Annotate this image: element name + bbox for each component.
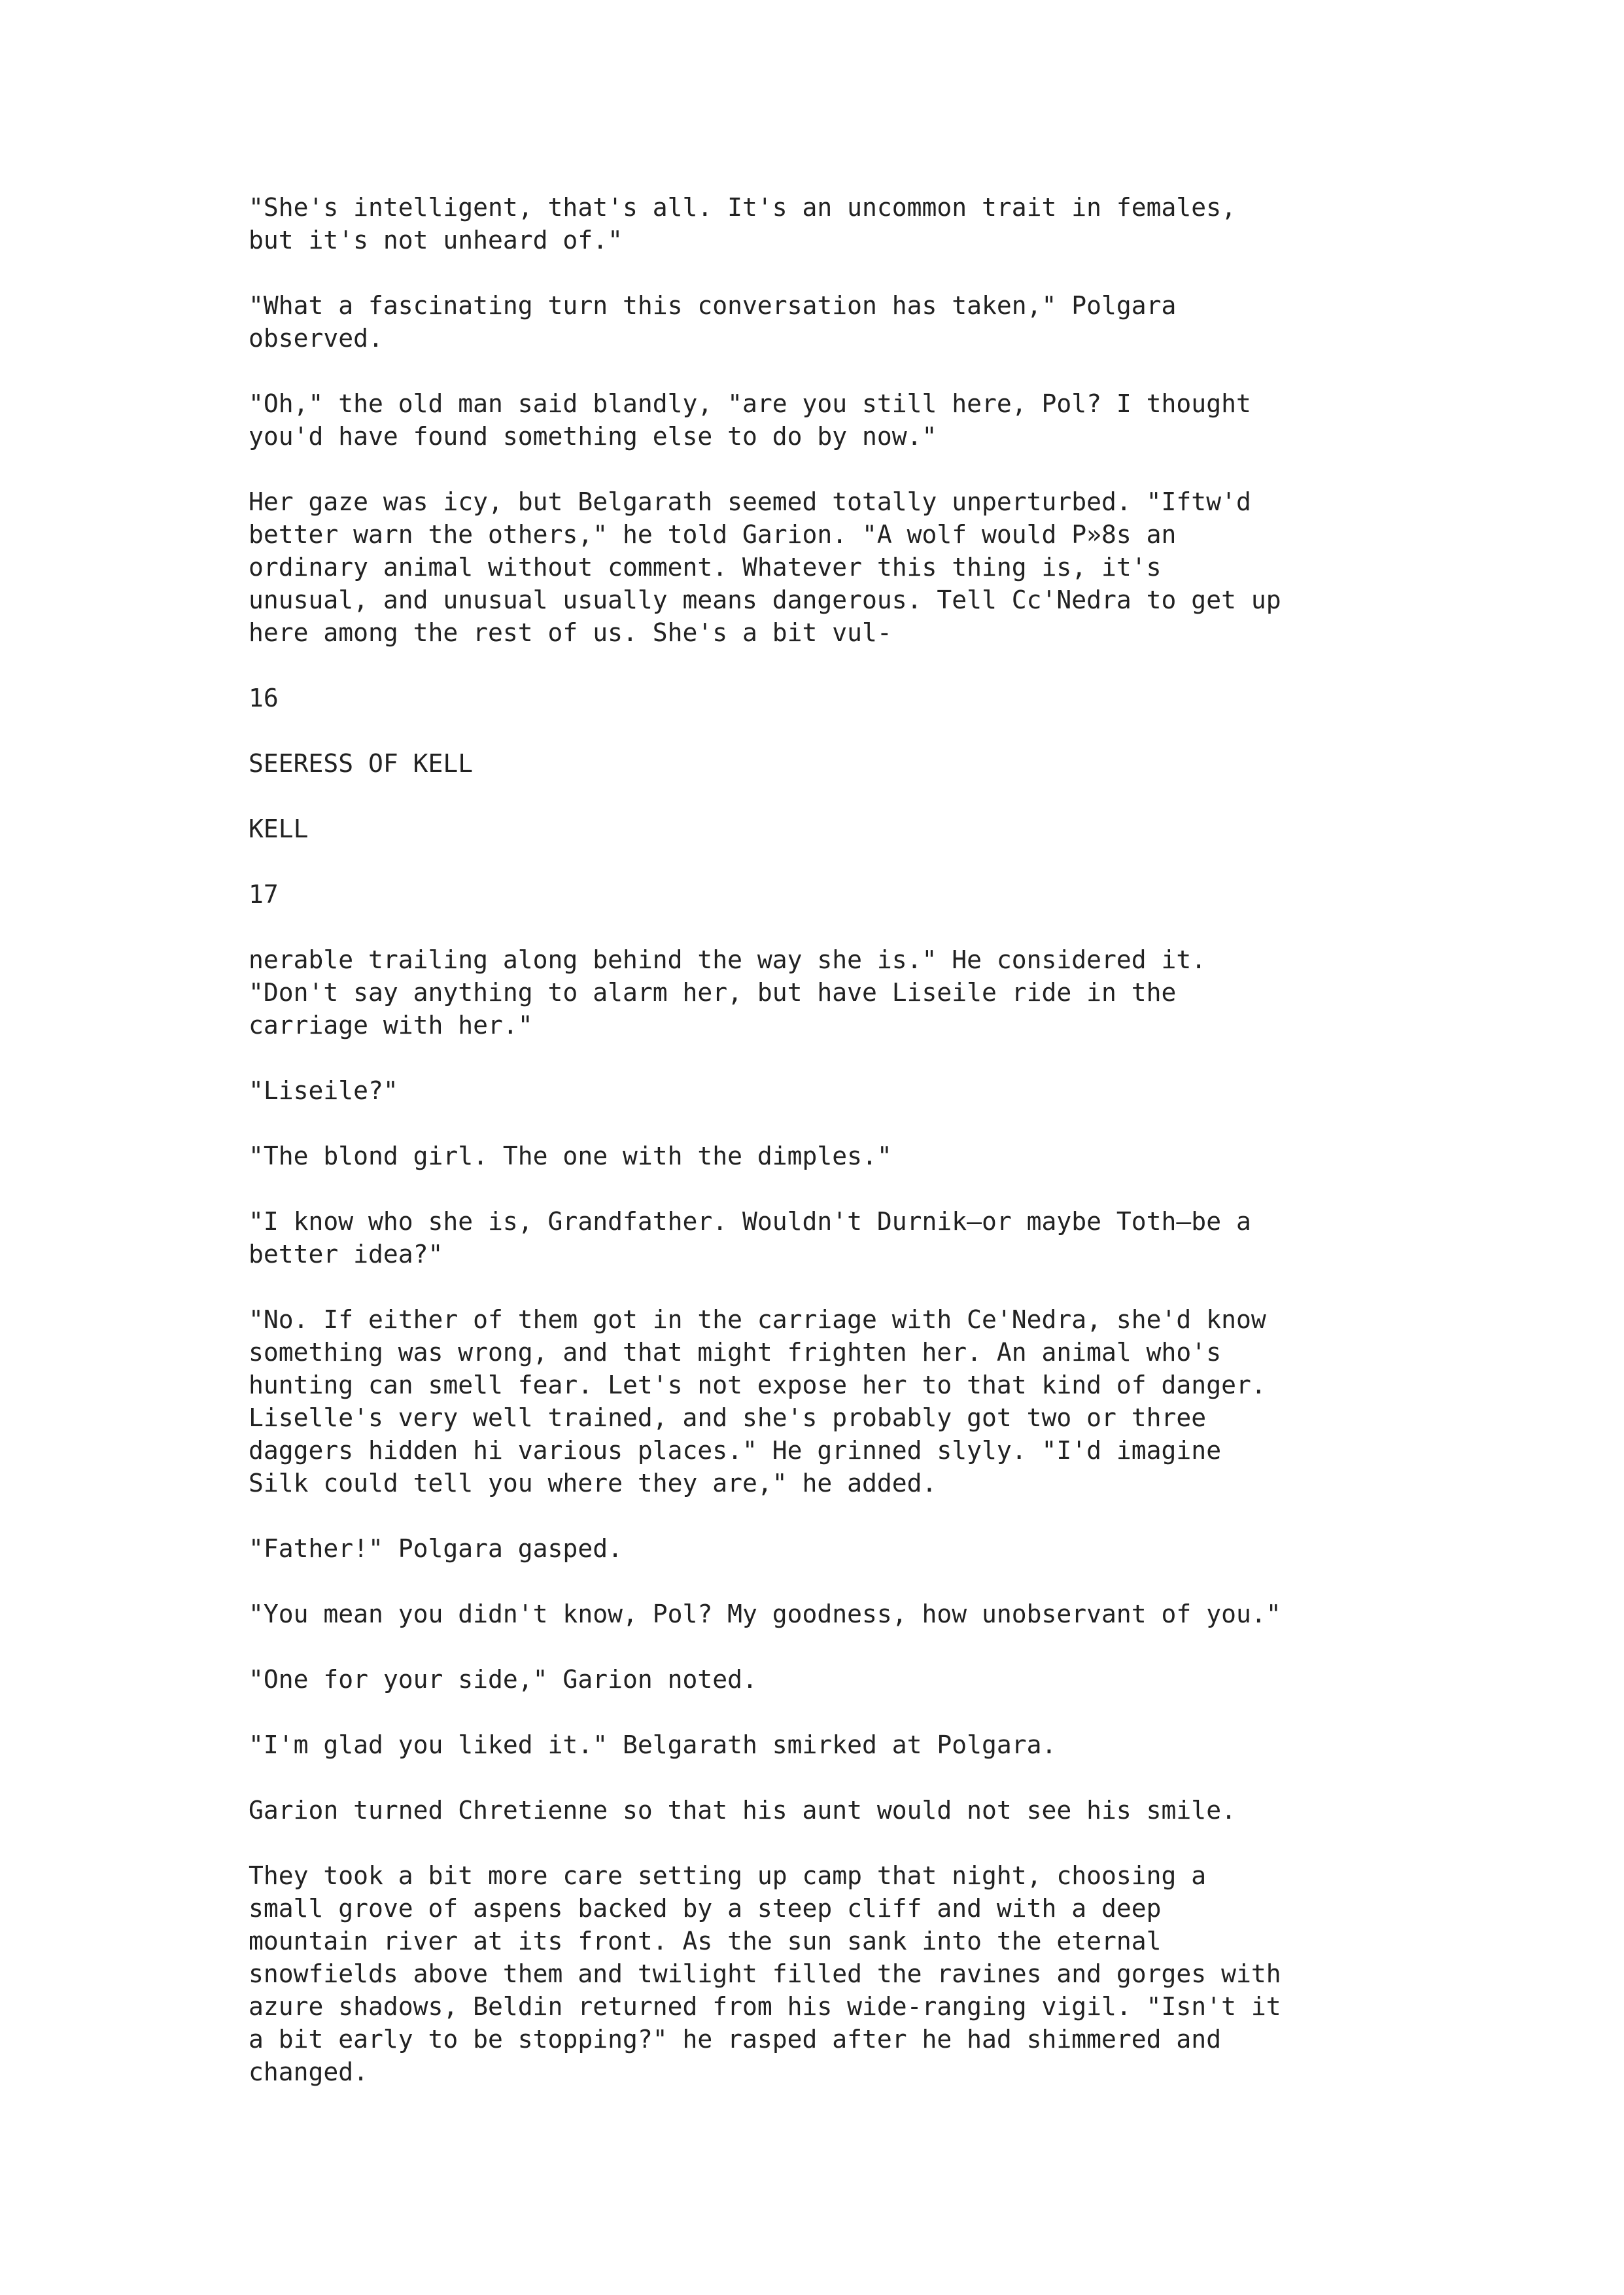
paragraph: "Liseile?" — [249, 1076, 398, 1105]
paragraph: "Father!" Polgara gasped. — [249, 1534, 623, 1563]
paragraph: They took a bit more care setting up camp that night, choosing a small grove of aspens backed by a steep cliff and with a deep mountain river at its front. As the sun sank into the eternal snowfields above them and twilight filled the ravines and gorges with azure shadows, Beldin returned from his wide-ranging vigil. "Isn't it a bit early to be stopping?" he rasped after he had shimmered and changed. — [249, 1861, 1281, 2086]
page-number: 17 — [249, 880, 279, 909]
paragraph: "One for your side," Garion noted. — [249, 1665, 757, 1694]
running-header: KELL — [249, 815, 309, 843]
paragraph: Garion turned Chretienne so that his aunt would not see his smile. — [249, 1796, 1236, 1825]
paragraph: "I know who she is, Grandfather. Wouldn't Durnik—or maybe Toth—be a better idea?" — [249, 1207, 1251, 1269]
paragraph: "She's intelligent, that's all. It's an uncommon trait in females, but it's not unheard of." — [249, 193, 1236, 254]
paragraph: "Oh," the old man said blandly, "are you still here, Pol? I thought you'd have found something else to do by now." — [249, 389, 1251, 451]
page-number: 16 — [249, 684, 279, 712]
paragraph: Her gaze was icy, but Belgarath seemed totally unperturbed. "Iftw'd better warn the others," he told Garion. "A wolf would P»8s an ordinary animal without comment. Whatever this thing is, it's unusual, and unusual usually means dangerous. Tell Cc'Nedra to get up here among the rest of us. She's a bit vul- — [249, 487, 1281, 647]
paragraph: "I'm glad you liked it." Belgarath smirked at Polgara. — [249, 1730, 1057, 1759]
paragraph: "You mean you didn't know, Pol? My goodness, how unobservant of you." — [249, 1600, 1281, 1628]
paragraph: "No. If either of them got in the carriage with Ce'Nedra, she'd know something was wrong, and that might frighten her. An animal who's hunting can smell fear. Let's not expose her to that kind of danger. Liselle's very well trained, and she's probably got two or three daggers hidden hi various places." He grinned slyly. "I'd imagine Silk could tell you where they are," he added. — [249, 1305, 1266, 1498]
text-column — [249, 191, 1413, 2088]
paragraph: "The blond girl. The one with the dimples." — [249, 1142, 892, 1170]
running-header: SEERESS OF KELL — [249, 749, 474, 778]
paragraph: nerable trailing along behind the way she is." He considered it. "Don't say anything to alarm her, but have Liseile ride in the carriage with her." — [249, 945, 1207, 1040]
paragraph: "What a fascinating turn this conversation has taken," Polgara observed. — [249, 291, 1177, 353]
